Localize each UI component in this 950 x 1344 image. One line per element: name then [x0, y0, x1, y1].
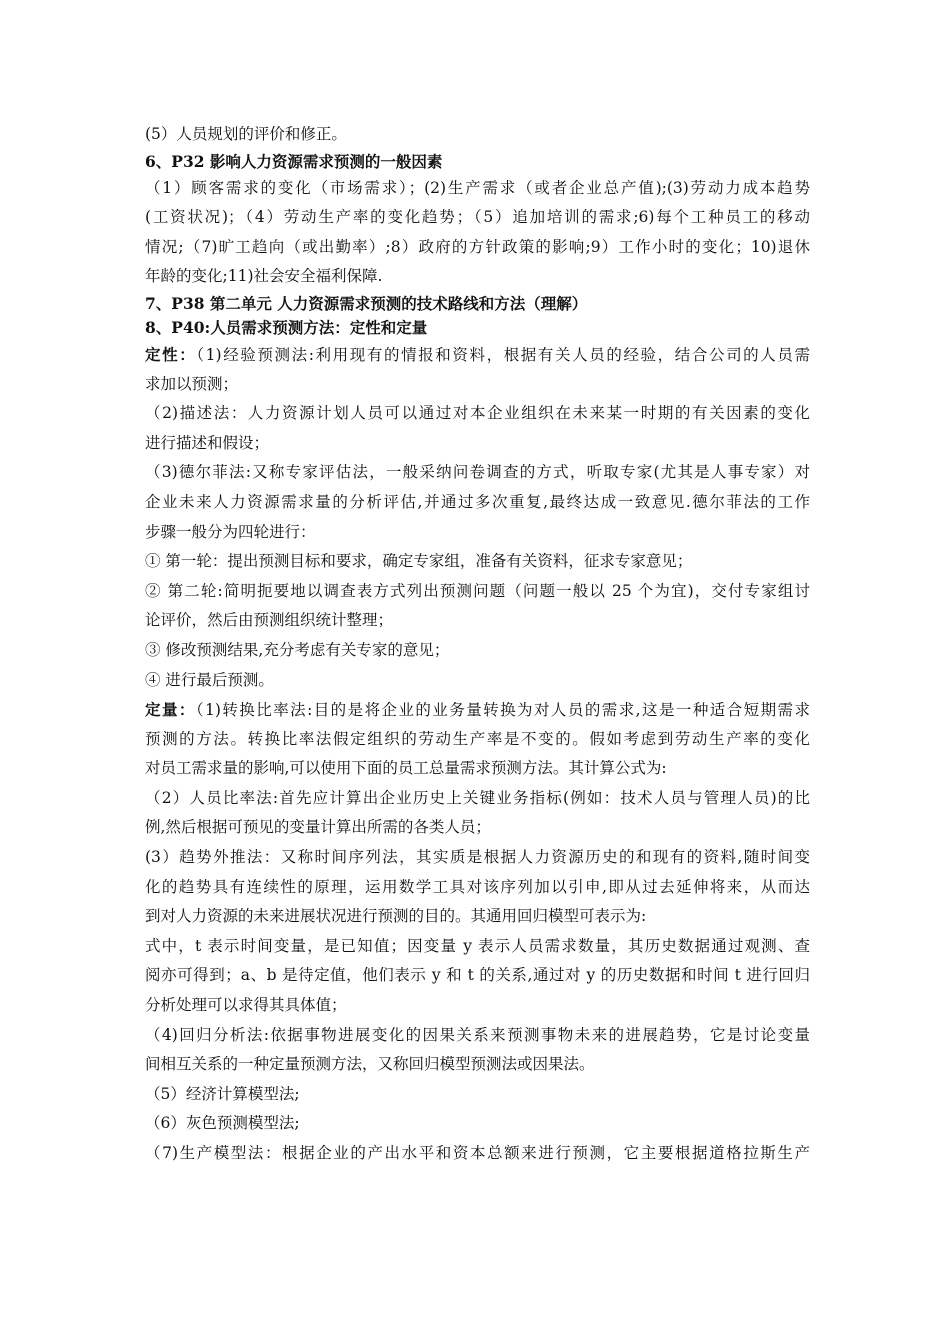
- text-line: [145, 399, 810, 429]
- text-line: [145, 458, 810, 488]
- line-text: 进行描述和假设；: [145, 433, 270, 452]
- line-text: 步骤一般分为四轮进行：: [145, 522, 316, 541]
- text-line: [145, 1080, 810, 1110]
- line-text: （4)回归分析法:依据事物进展变化的因果关系来预测事物未来的进展趋势，它是讨论变量: [145, 1025, 810, 1044]
- line-text: 化的趋势具有连续性的原理，运用数学工具对该序列加以引申,即从过去延伸将来，从而达: [145, 877, 810, 896]
- line-text: (工资状况)；（4）劳动生产率的变化趋势；（5）追加培训的需求;6)每个工种员工的移动: [145, 208, 810, 227]
- section-heading: [145, 150, 810, 174]
- text-line: [145, 120, 810, 150]
- line-text: 式中，t 表示时间变量，是已知值；因变量 y 表示人员需求数量，其历史数据通过观测、查: [145, 936, 810, 955]
- line-text: 企业未来人力资源需求量的分析评估,并通过多次重复,最终达成一致意见.德尔菲法的工作: [145, 492, 810, 511]
- line-text: （3)德尔菲法:又称专家评估法，一般采纳问卷调查的方式，听取专家(尤其是人事专家）对: [145, 463, 810, 482]
- text-line: [145, 1109, 810, 1139]
- line-text: (3）趋势外推法：又称时间序列法，其实质是根据人力资源历史的和现有的资料,随时间变: [145, 848, 810, 867]
- text-line: [145, 843, 810, 873]
- line-text: 8、P40:人员需求预测方法：定性和定量: [145, 317, 428, 337]
- text-line: [145, 1139, 810, 1169]
- document-body: [145, 120, 810, 1169]
- line-text: 对员工需求量的影响,可以使用下面的员工总量需求预测方法。其计算公式为:: [145, 759, 667, 778]
- line-text: ④ 进行最后预测。: [145, 670, 274, 689]
- line-text: 情况;（7)旷工趋向（或出勤率）;8）政府的方针政策的影响;9）工作小时的变化；10)退休: [145, 237, 810, 256]
- text-line: [145, 1050, 810, 1080]
- text-line: [145, 203, 810, 233]
- line-text: 分析处理可以求得其具体值；: [145, 996, 347, 1015]
- section-heading: [145, 316, 810, 340]
- line-text: 求加以预测；: [145, 374, 239, 393]
- text-line: [145, 1021, 810, 1051]
- text-line: [145, 873, 810, 903]
- text-line: [145, 666, 810, 696]
- text-line: [145, 725, 810, 755]
- line-text: （5）经济计算模型法;: [145, 1084, 300, 1103]
- text-line: [145, 577, 810, 607]
- line-text: 年龄的变化;11)社会安全福利保障.: [145, 267, 383, 286]
- text-line: [145, 518, 810, 548]
- method-category-label: 定量：: [145, 700, 196, 720]
- line-text: 例,然后根据可预见的变量计算出所需的各类人员；: [145, 818, 491, 837]
- line-text: 预测的方法。转换比率法假定组织的劳动生产率是不变的。假如考虑到劳动生产率的变化: [145, 729, 810, 748]
- line-text: （2）人员比率法:首先应计算出企业历史上关键业务指标(例如：技术人员与管理人员)的比: [145, 788, 810, 807]
- line-text: ① 第一轮：提出预测目标和要求，确定专家组，准备有关资料，征求专家意见；: [145, 552, 693, 571]
- text-line: [145, 784, 810, 814]
- method-category-label: 定性：: [145, 344, 197, 364]
- line-text: 阅亦可得到；a、b 是待定值，他们表示 y 和 t 的关系,通过对 y 的历史数据和时间 t 进行回归: [145, 966, 810, 985]
- line-text: ② 第二轮:简明扼要地以调查表方式列出预测问题（问题一般以 25 个为宜)，交付专家组讨: [145, 581, 810, 600]
- line-text: （7)生产模型法：根据企业的产出水平和资本总额来进行预测，它主要根据道格拉斯生产: [145, 1144, 810, 1162]
- text-line: [145, 262, 810, 292]
- line-text: 间相互关系的一种定量预测方法，又称回归模型预测法或因果法。: [145, 1055, 595, 1074]
- text-line: [145, 370, 810, 400]
- text-line: [145, 991, 810, 1021]
- line-text: 7、P38 第二单元 人力资源需求预测的技术路线和方法（理解）: [145, 293, 588, 313]
- text-line: [145, 174, 810, 204]
- text-line: [145, 695, 810, 725]
- text-line: [145, 606, 810, 636]
- text-line: [145, 488, 810, 518]
- text-line: [145, 429, 810, 459]
- text-line: [145, 547, 810, 577]
- text-line: [145, 340, 810, 370]
- line-text: ③ 修改预测结果,充分考虑有关专家的意见；: [145, 640, 450, 659]
- line-text: （1)经验预测法:利用现有的情报和资料，根据有关人员的经验，结合公司的人员需: [196, 345, 810, 364]
- text-line: [145, 932, 810, 962]
- text-line: [145, 636, 810, 666]
- line-text: (5）人员规划的评价和修正。: [145, 125, 347, 143]
- text-line: [145, 754, 810, 784]
- text-line: [145, 961, 810, 991]
- line-text: （1)转换比率法:目的是将企业的业务量转换为对人员的需求,这是一种适合短期需求: [195, 701, 810, 720]
- line-text: （2)描述法：人力资源计划人员可以通过对本企业组织在未来某一时期的有关因素的变化: [145, 404, 810, 423]
- text-line: [145, 233, 810, 263]
- line-text: 论评价，然后由预测组织统计整理；: [145, 611, 394, 630]
- line-text: 到对人力资源的未来进展状况进行预测的目的。其通用回归模型可表示为:: [145, 907, 647, 926]
- text-line: [145, 902, 810, 932]
- line-text: （1）顾客需求的变化（市场需求）；(2)生产需求（或者企业总产值);(3)劳动力成本趋势: [145, 178, 810, 197]
- text-line: [145, 813, 810, 843]
- section-heading: [145, 292, 810, 316]
- line-text: 6、P32 影响人力资源需求预测的一般因素: [145, 151, 443, 171]
- line-text: （6）灰色预测模型法;: [145, 1114, 300, 1133]
